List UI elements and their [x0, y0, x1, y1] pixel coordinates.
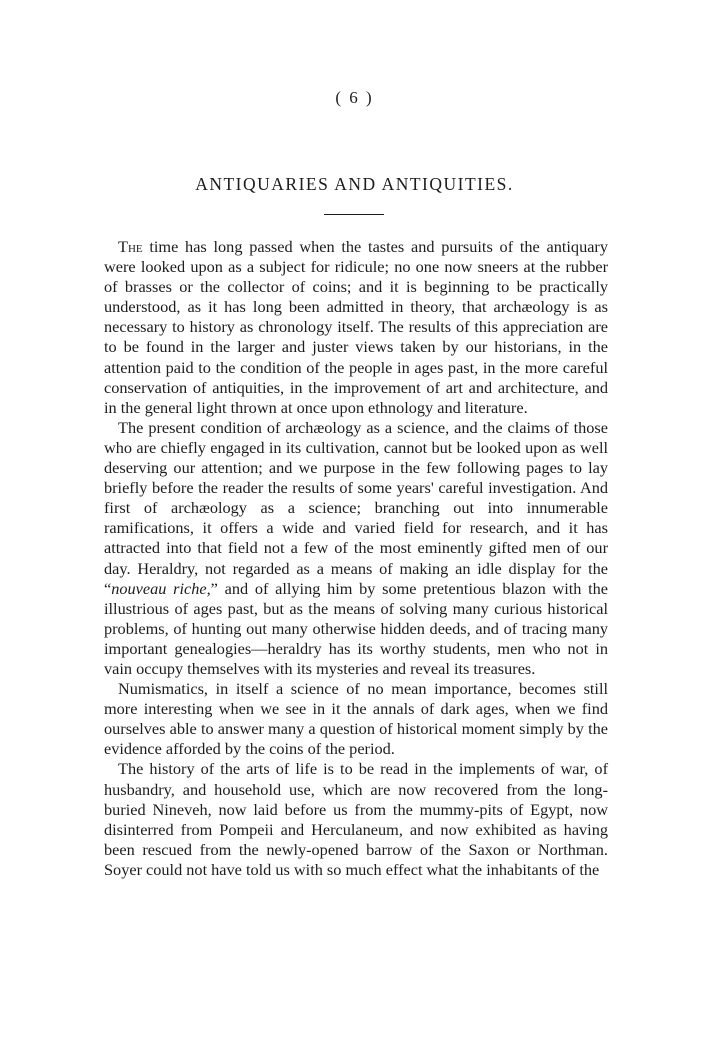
page-title: ANTIQUARIES AND ANTIQUITIES.: [195, 174, 514, 194]
paragraph-2-text-after: ” and of allying him by some pretentious blazon with the illustrious of ages past, but as the means of solving many curious historical problems, of hunting out many otherwise hidden deeds, and of tracing many important genealogies—heraldry has its worthy students, men who not in vain occupy themselves with its mysteries and reveal its treasures.: [104, 578, 609, 678]
paragraph-1: [104, 237, 608, 418]
body-text: [104, 237, 608, 880]
paragraph-1-text: time has long passed when the tastes and pursuits of the antiquary were looked upon as a subject for ridicule; no one now sneers at the rubber of brasses or the collector of coins; and it is beginning to be practically understood, as it has long been admitted in theory, that archæology is as necessary to history as chronology itself. The results of this appreciation are to be found in the larger and juster views taken by our historians, in the attention paid to the condition of the people in ages past, in the more careful conservation of antiquities, in the improvement of art and architecture, and in the general light thrown at once upon ethnology and literature.: [104, 237, 608, 417]
paragraph-4: The history of the arts of life is to be read in the implements of war, of husbandry, and household use, which are now recovered from the long-buried Nineveh, now laid before us from the mummy-pits of Egypt, now disinterred from Pompeii and Herculaneum, and now exhibited as having been rescued from the newly-opened barrow of the Saxon or Northman. Soyer could not have told us with so much effect what the inhabitants of the: [104, 759, 608, 879]
title-divider: [324, 214, 384, 215]
page-number: ( 6 ): [335, 88, 374, 107]
paragraph-3: Numismatics, in itself a science of no mean importance, becomes still more interesting when we see in it the annals of dark ages, when we find ourselves able to answer many a question of historical moment simply by the evidence afforded by the coins of the period.: [104, 679, 608, 759]
paragraph-2: [104, 418, 608, 679]
paragraph-2-text-before: The present condition of archæology as a science, and the claims of those who are chiefly engaged in its cultivation, cannot but be looked upon as well deserving our attention; and we purpose in the few following pages to lay briefly before the reader the results of some years' careful investigation. And first of archæology as a science; branching out into innumerable ramifications, it offers a wide and varied field for research, and it has attracted into that field not a few of the most eminently gifted men of our day. Heraldry, not regarded as a means of making an idle display for the “: [104, 417, 608, 598]
paragraph-lead-word: The: [118, 237, 143, 256]
paragraph-2-italic-phrase: nouveau riche,: [111, 578, 211, 598]
